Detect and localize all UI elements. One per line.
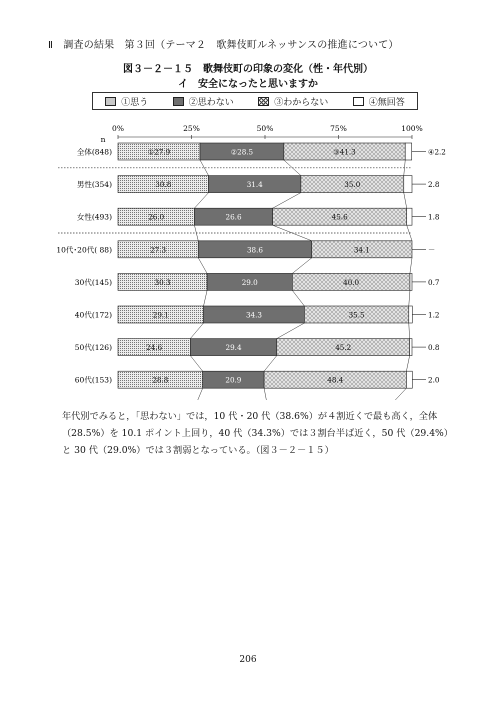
data-label: 30.3 <box>154 277 171 287</box>
legend-swatch-blank-icon <box>353 97 364 106</box>
category-label: 女性(493) <box>76 212 112 222</box>
data-label: 30.8 <box>155 180 172 190</box>
data-label: 29.4 <box>225 343 242 353</box>
x-tick-label: 100% <box>401 124 423 133</box>
bar-segment <box>410 339 412 356</box>
data-label: 20.9 <box>225 375 242 385</box>
category-label: 60代(153) <box>74 375 112 385</box>
data-label: 2.0 <box>428 375 440 385</box>
category-label: 50代(126) <box>74 343 112 353</box>
connector-line <box>409 323 410 339</box>
legend-item-unknown <box>258 95 328 108</box>
category-label: 全体(848) <box>76 147 112 157</box>
figure-title: 図３－２－１５ 歌舞伎町の印象の変化（性・年代別） <box>123 64 373 75</box>
legend-label: ①思う <box>121 97 149 108</box>
legend-item-disagree <box>173 95 234 108</box>
x-tick-label: 50% <box>256 124 274 133</box>
data-label: 31.4 <box>246 180 263 190</box>
data-label: 29.0 <box>241 277 258 287</box>
data-label: 35.5 <box>348 310 365 320</box>
connector-line <box>200 160 209 176</box>
connector-line <box>204 290 208 306</box>
data-label: ②28.5 <box>230 147 254 157</box>
legend-label: ②思わない <box>188 97 234 108</box>
stacked-bar-chart <box>0 120 496 400</box>
connector-line <box>407 225 412 241</box>
connector-line <box>277 323 305 339</box>
data-label: 48.4 <box>327 375 344 385</box>
data-label: ④2.2 <box>428 147 446 157</box>
bar-segment <box>406 371 412 388</box>
page-header: Ⅱ 調査の結果 第３回（テーマ２ 歌舞伎町ルネッサンスの推進について） <box>48 40 399 51</box>
connector-line <box>273 225 312 241</box>
data-label: 24.6 <box>146 343 163 353</box>
connector-line <box>292 258 311 274</box>
connector-line <box>190 356 202 372</box>
connector-line <box>198 258 207 274</box>
category-label: 男性(354) <box>76 180 112 190</box>
data-label: ③41.3 <box>333 147 356 157</box>
data-label: 28.8 <box>152 375 169 385</box>
category-label: 40代(172) <box>74 310 112 320</box>
connector-line <box>264 388 267 400</box>
connector-line <box>406 356 409 372</box>
data-label: 29.1 <box>152 310 169 320</box>
data-label: 26.6 <box>225 212 242 222</box>
connector-line <box>392 388 407 400</box>
connector-line <box>409 290 410 306</box>
x-tick-label: 75% <box>330 124 347 133</box>
data-label: － <box>428 245 436 255</box>
data-label: 34.1 <box>353 245 370 255</box>
connector-line <box>194 225 198 241</box>
data-label: 1.8 <box>428 212 440 222</box>
x-tick-label: 25% <box>183 124 200 133</box>
data-label: 35.0 <box>344 180 361 190</box>
data-label: 0.8 <box>428 343 440 353</box>
data-label: 2.8 <box>428 180 440 190</box>
bar-segment <box>405 143 411 160</box>
connector-line <box>264 356 277 372</box>
legend-swatch-crosshatch-icon <box>258 97 269 106</box>
figure-subtitle: イ 安全になったと思いますか <box>178 79 318 90</box>
page-number: 206 <box>239 655 257 665</box>
data-label: 45.6 <box>331 212 348 222</box>
bar-segment <box>407 208 412 225</box>
data-label: 1.2 <box>428 310 440 320</box>
bar-segment <box>410 273 412 290</box>
data-label: 40.0 <box>343 277 360 287</box>
legend-label: ③わからない <box>274 97 329 108</box>
data-label: 45.2 <box>335 343 352 353</box>
connector-line <box>404 193 407 209</box>
category-label: 10代･20代( 88) <box>56 245 112 255</box>
body-paragraph: 年代別でみると，「思わない」では，10 代・20 代（38.6%）が４割近くで最も高く，全体（28.5%）を 10.1 ポイント上回り，40 代（34.3%）では３割台半ば近く，50 代（29.4%）と 30 代（29.0%）では３割弱となっている。（図３－２－１５） <box>62 411 453 456</box>
chart-legend <box>92 92 418 110</box>
legend-item-agree <box>105 95 148 108</box>
data-label: 26.0 <box>148 212 165 222</box>
legend-label: ④無回答 <box>368 97 405 108</box>
connector-line <box>190 323 203 339</box>
category-label: 30代(145) <box>74 277 112 287</box>
data-label: 34.3 <box>245 310 262 320</box>
x-tick-label: 0% <box>112 124 124 133</box>
connector-line <box>194 193 208 209</box>
connector-line <box>273 193 301 209</box>
legend-swatch-dark-icon <box>173 97 184 106</box>
bar-segment <box>409 306 413 323</box>
legend-swatch-dotted-icon <box>105 97 116 106</box>
connector-line <box>196 388 202 400</box>
data-label: ①27.9 <box>147 147 171 157</box>
legend-item-no-answer <box>353 95 405 108</box>
data-label: 0.7 <box>428 277 440 287</box>
connector-line <box>410 258 412 274</box>
connector-line <box>292 290 304 306</box>
n-label: n <box>100 135 106 144</box>
data-label: 27.3 <box>150 245 167 255</box>
bar-segment <box>404 176 412 193</box>
data-label: 38.6 <box>246 245 264 255</box>
